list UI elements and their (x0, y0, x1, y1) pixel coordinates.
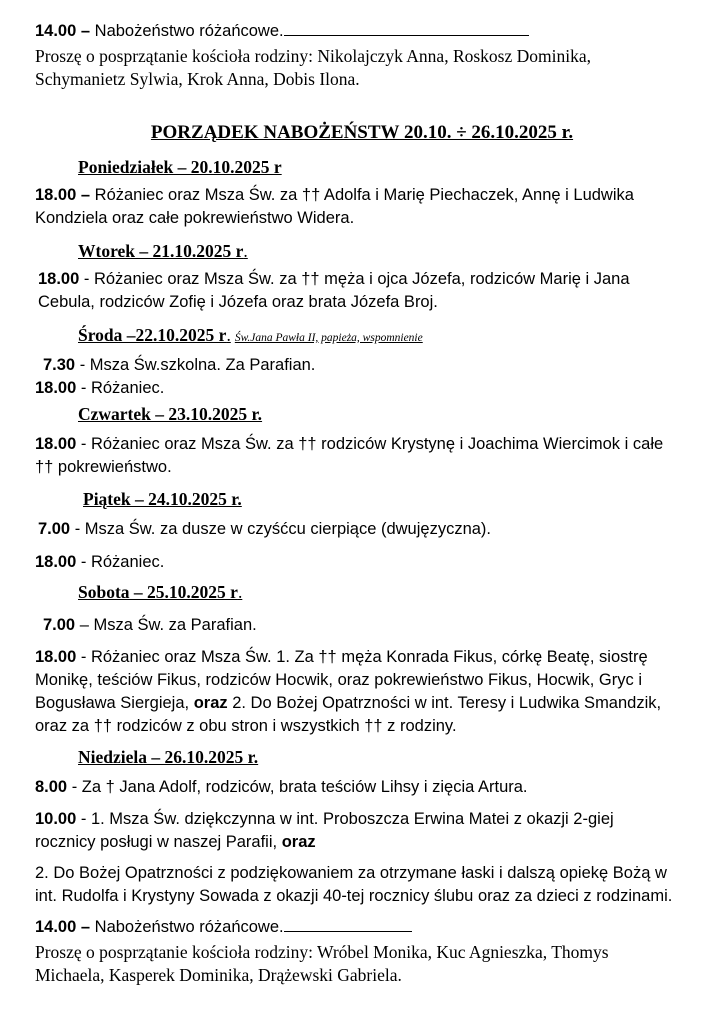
entry-text: oraz za †† rodziców z obu stron i wszystkich †† z rodziny. (35, 717, 457, 735)
top-cleaning-line-2: Schymanietz Sylwia, Krok Anna, Dobis Ilona. (35, 69, 360, 89)
tuesday-entry-1 (38, 268, 698, 314)
sunday-heading: Niedziela – 26.10.2025 r. (78, 747, 259, 767)
top-service-time: 14.00 – (35, 22, 91, 40)
signature-line (284, 930, 412, 932)
entry-text: Monikę, teściów Fikus, rodziców Hocwik, oraz pokrewieństwo Fikus, Hocwik, Gryc i (35, 671, 642, 689)
saturday-heading-dot: . (237, 582, 243, 602)
entry-text: – Msza Św. za Parafian. (75, 616, 257, 634)
entry-time: 18.00 (35, 435, 77, 453)
monday-heading: Poniedziałek – 20.10.2025 r (78, 157, 282, 177)
wednesday-entry-1 (43, 354, 703, 377)
wednesday-heading (78, 324, 423, 349)
saturday-heading-text: Sobota – 25.10.2025 r (78, 582, 238, 602)
sunday-entry-2 (35, 808, 695, 854)
entry-text: 2. Do Bożej Opatrzności w int. Teresy i Ludwika Smandzik, (227, 694, 662, 712)
saturday-heading (78, 581, 242, 603)
top-cleaning-line-1: Proszę o posprzątanie kościoła rodziny: Nikolajczyk Anna, Roskosz Dominika, (35, 46, 591, 66)
saturday-entry-2 (35, 646, 695, 738)
entry-time: 7.00 (43, 616, 76, 634)
wednesday-entry-2 (35, 377, 695, 400)
thursday-heading: Czwartek – 23.10.2025 r. (78, 404, 263, 424)
top-cleaning-note (35, 45, 695, 91)
signature-line (284, 34, 529, 36)
entry-text: Bogusława Siergieja, (35, 694, 194, 712)
entry-text: - 1. Msza Św. dziękczynna w int. Proboszcza Erwina Matei z okazji 2-giej (76, 810, 614, 828)
tuesday-heading (78, 240, 248, 262)
thursday-entry-1 (35, 433, 695, 479)
tuesday-heading-text: Wtorek – 21.10.2025 r (78, 241, 244, 261)
bottom-service-name: Nabożeństwo różańcowe. (94, 918, 284, 936)
entry-text: - Różaniec oraz Msza Św. za †† męża i ojca Józefa, rodziców Marię i Jana (79, 270, 630, 288)
entry-text: 2. Do Bożej Opatrzności z podziękowaniem za otrzymane łaski i dalszą opiekę Bożą w (35, 864, 667, 882)
entry-time: 18.00 (35, 553, 77, 571)
entry-text: Różaniec oraz Msza Św. za †† Adolfa i Marię Piechaczek, Annę i Ludwika (94, 186, 634, 204)
entry-text: int. Rudolfa i Krystyny Sowada z okazji 40-tej rocznicy ślubu oraz za dzieci z rodzinami. (35, 887, 673, 905)
top-service-name: Nabożeństwo różańcowe. (94, 22, 284, 40)
page-title: PORZĄDEK NABOŻEŃSTW 20.10. ÷ 26.10.2025 r. (150, 122, 574, 143)
entry-text-bold: oraz (193, 694, 228, 712)
bottom-cleaning-note (35, 941, 695, 987)
entry-text: - Różaniec oraz Msza Św. za †† rodziców Krystynę i Joachima Wiercimok i całe (76, 435, 664, 453)
entry-text: rocznicy posługi w naszej Parafii, (35, 833, 282, 851)
entry-text: - Różaniec oraz Msza Św. 1. Za †† męża Konrada Fikus, córkę Beatę, siostrę (76, 648, 648, 666)
bottom-service-line (35, 916, 695, 939)
entry-text: Cebula, rodziców Zofię i Józefa oraz brata Józefa Broj. (38, 293, 438, 311)
entry-time: 7.30 (43, 356, 76, 374)
sunday-entry-1 (35, 776, 695, 799)
entry-text: †† pokrewieństwo. (35, 458, 172, 476)
bottom-cleaning-line-1: Proszę o posprzątanie kościoła rodziny: Wróbel Monika, Kuc Agnieszka, Thomys (35, 942, 609, 962)
monday-entry-1 (35, 184, 695, 230)
entry-time: 7.00 (38, 520, 71, 538)
top-service-line (35, 20, 695, 43)
entry-text: - Msza Św. za dusze w czyśćcu cierpiące (dwujęzyczna). (70, 520, 492, 538)
entry-text-bold: oraz (281, 833, 316, 851)
wednesday-feast-note: Św.Jana Pawła II, papieża, wspomnienie (234, 332, 423, 344)
bottom-cleaning-line-2: Michaela, Kasperek Dominika, Drążewski Gabriela. (35, 965, 402, 985)
entry-time: 18.00 (38, 270, 80, 288)
entry-time: 18.00 – (35, 186, 91, 204)
entry-time: 10.00 (35, 810, 77, 828)
entry-time: 8.00 (35, 778, 68, 796)
entry-text: - Msza Św.szkolna. Za Parafian. (75, 356, 316, 374)
saturday-entry-1 (43, 614, 703, 637)
entry-text: - Różaniec. (76, 379, 165, 397)
friday-heading: Piątek – 24.10.2025 r. (83, 489, 242, 509)
entry-time: 18.00 (35, 648, 77, 666)
entry-text: - Różaniec. (76, 553, 165, 571)
tuesday-heading-dot: . (243, 241, 248, 261)
entry-text: - Za † Jana Adolf, rodziców, brata teściów Lihsy i zięcia Artura. (67, 778, 528, 796)
entry-text: Kondziela oraz całe pokrewieństwo Widera. (35, 209, 355, 227)
sunday-entry-2-part-2 (35, 862, 695, 908)
friday-entry-2 (35, 551, 695, 574)
wednesday-heading-dot: . (226, 325, 231, 345)
friday-entry-1 (38, 518, 698, 541)
entry-time: 18.00 (35, 379, 77, 397)
bottom-service-time: 14.00 – (35, 918, 91, 936)
wednesday-heading-text: Środa –22.10.2025 r (78, 325, 227, 345)
